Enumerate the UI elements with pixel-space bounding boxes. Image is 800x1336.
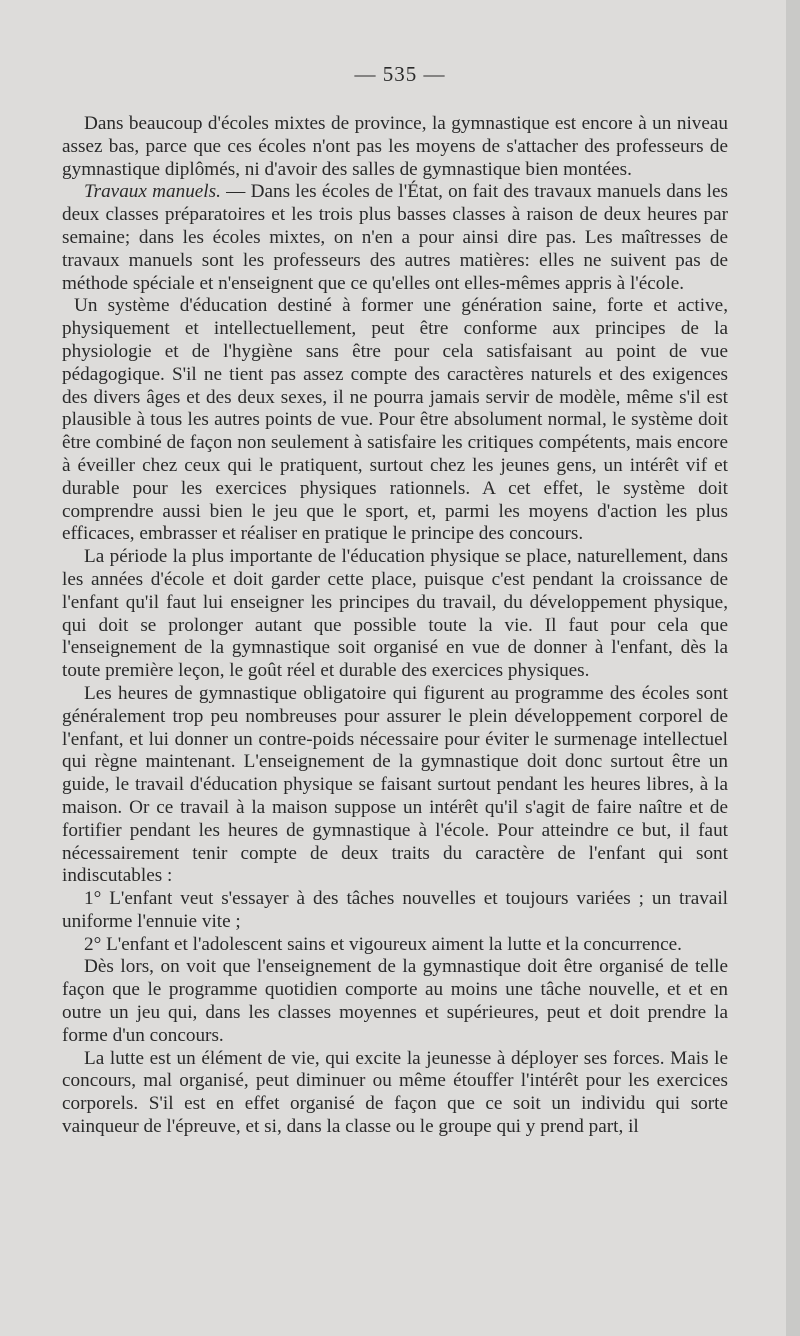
page-edge [786, 0, 800, 1336]
paragraph-travaux-manuels-text: — Dans les écoles de l'État, on fait des travaux manuels dans les deux classes préparatoires et les trois plus basses classes à raison de deux heures par semaine; dans les écoles mixtes, on n'en a pour ainsi dire pas. Les maîtresses de travaux manuels sont les professeurs des autres matières: elles ne suivent pas de méthode spéciale et n'enseignent que ce qu'elles ont elles-mêmes appris à l'école. [62, 181, 728, 294]
paragraph-periode-importante: La période la plus importante de l'éducation physique se place, naturellement, dans les années d'école et doit garder cette place, puisque c'est pendant la croissance de l'enfant qu'il faut lui enseigner les principes du travail, du développement physique, qui doit se prolonger autant que possible toute la vie. Il faut pour cela que l'enseignement de la gymnastique soit organisé en vue de donner à l'enfant, dès la toute première leçon, le goût réel et durable des exercices physiques. [62, 546, 728, 682]
page-number: — 535 — [354, 62, 446, 86]
paragraph-heures-gymnastique: Les heures de gymnastique obligatoire qui figurent au programme des écoles sont généralement trop peu nombreuses pour assurer le plein développement corporel de l'enfant, et lui donner un contre-poids nécessaire pour éviter le surmenage intellectuel qui règne maintenant. L'enseignement de la gymnastique doit donc surtout être un guide, le travail d'éducation physique se faisant surtout pendant les heures libres, à la maison. Or ce travail à la maison suppose un intérêt qu'il s'agit de faire naître et de fortifier pendant les heures de gymnastique à l'école. Pour atteindre ce but, il faut nécessairement tenir compte de deux traits du caractère de l'enfant qui sont indiscutables : [62, 682, 728, 887]
paragraph-travaux-manuels [62, 181, 728, 295]
paragraph-la-lutte: La lutte est un élément de vie, qui excite la jeunesse à déployer ses forces. Mais le concours, mal organisé, peut diminuer ou même étouffer l'intérêt pour les exercices corporels. S'il est en effet organisé de façon que ce soit un individu qui sorte vainqueur de l'épreuve, et si, dans la classe ou le groupe qui y prend part, il [62, 1047, 728, 1138]
body-text [62, 113, 728, 1139]
list-item-2: 2° L'enfant et l'adolescent sains et vigoureux aiment la lutte et la concurrence. [84, 933, 682, 955]
list-item-1: 1° L'enfant veut s'essayer à des tâches nouvelles et toujours variées ; un travail uniforme l'ennuie vite ; [62, 888, 728, 932]
section-title-travaux-manuels: Travaux manuels. [84, 181, 221, 203]
paragraph-des-lors: Dès lors, on voit que l'enseignement de la gymnastique doit être organisé de telle façon que le programme quotidien comporte au moins une tâche nouvelle, et et en outre un jeu qui, dans les classes moyennes et supérieures, peut et doit prendre la forme d'un concours. [62, 956, 728, 1046]
paragraph-systeme-education: Un système d'éducation destiné à former une génération saine, forte et active, physiquement et intellectuellement, peut être conforme aux principes de la physiologie et de l'hygiène sans être pour cela satisfaisant au point de vue pédagogique. S'il ne tient pas assez compte des caractères naturels et des exigences des divers âges et des deux sexes, il ne pourra jamais servir de modèle, même s'il est plausible à tous les autres points de vue. Pour être absolument normal, le système doit être combiné de façon non seulement à satisfaire les critiques compétents, mais encore à éveiller chez ceux qui le pratiquent, surtout chez les jeunes gens, un intérêt vif et durable pour les exercices physiques rationnels. A cet effet, le système doit comprendre aussi bien le jeu que le sport, et, parmi les moyens d'action les plus efficaces, embrasser et réaliser en pratique le principe des concours. [62, 295, 728, 545]
paragraph-gymnastique-ecoles-mixtes: Dans beaucoup d'écoles mixtes de province, la gymnastique est encore à un niveau assez bas, parce que ces écoles n'ont pas les moyens de s'attacher des professeurs de gymnastique diplômés, ni d'avoir des salles de gymnastique bien montées. [62, 113, 728, 180]
